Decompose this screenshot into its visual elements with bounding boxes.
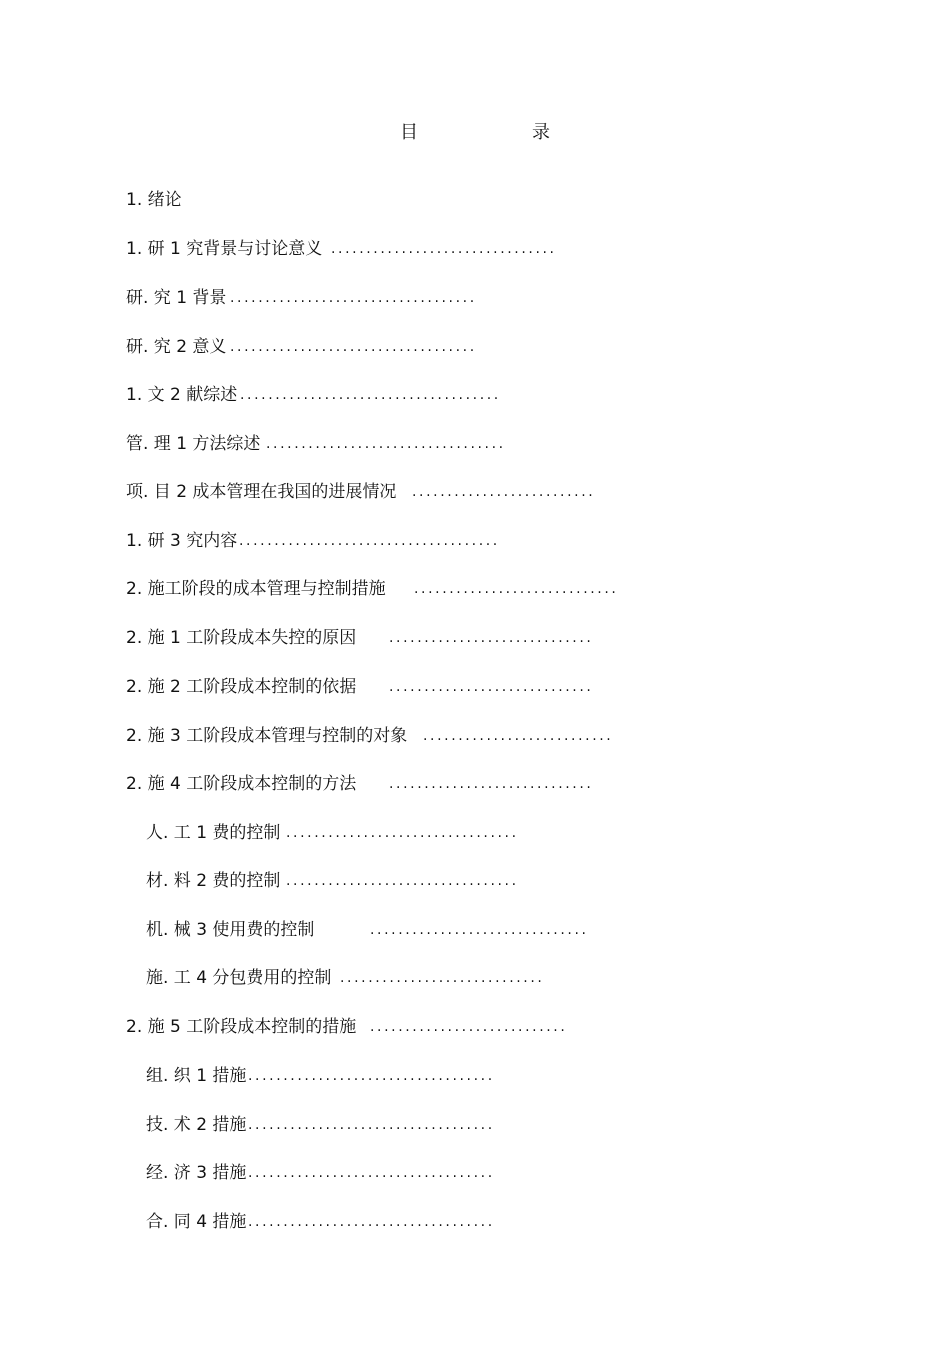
toc-entry-leader: ............................. — [389, 679, 594, 695]
toc-entry[interactable] — [146, 821, 519, 845]
toc-entry-text: 项. 目 2 成本管理在我国的进展情况 — [126, 482, 397, 502]
toc-entry-text: 合. 同 4 措施 — [146, 1212, 247, 1232]
toc-entry-text: 2. 施 4 工阶段成本控制的方法 — [126, 774, 357, 794]
toc-entry-text: 2. 施 3 工阶段成本管理与控制的对象 — [126, 726, 408, 746]
toc-title: 目 录 — [400, 122, 598, 143]
toc-entry-text: 经. 济 3 措施 — [146, 1163, 247, 1183]
toc-entry[interactable] — [126, 577, 619, 601]
toc-entry-leader: ............................. — [414, 581, 619, 597]
toc-entry-leader: ............................. — [340, 970, 545, 986]
toc-entry[interactable] — [126, 432, 506, 456]
toc-entry[interactable] — [126, 188, 182, 212]
toc-entry[interactable] — [126, 529, 500, 553]
toc-entry-leader: ................................. — [286, 873, 519, 889]
toc-entry[interactable] — [126, 383, 501, 407]
toc-entry-text: 人. 工 1 费的控制 — [146, 823, 281, 843]
toc-entry[interactable] — [126, 286, 477, 310]
toc-entry-leader: ................................... — [230, 290, 477, 306]
toc-entry[interactable] — [126, 237, 557, 261]
toc-entry[interactable] — [146, 966, 545, 990]
toc-entry-text: 1. 绪论 — [126, 190, 182, 210]
toc-entry-leader: ................................... — [248, 1165, 495, 1181]
toc-entry-leader: ................................... — [230, 339, 477, 355]
toc-entry-text: 2. 施 5 工阶段成本控制的措施 — [126, 1017, 357, 1037]
toc-entry-leader: ..................................... — [240, 387, 501, 403]
toc-entry-text: 施. 工 4 分包费用的控制 — [146, 968, 332, 988]
toc-entry[interactable] — [126, 724, 614, 748]
toc-entry[interactable] — [126, 772, 594, 796]
toc-entry[interactable] — [126, 335, 477, 359]
toc-entry[interactable] — [146, 869, 519, 893]
toc-entry-leader: ................................ — [331, 241, 557, 257]
toc-entry-text: 2. 施工阶段的成本管理与控制措施 — [126, 579, 386, 599]
toc-entry[interactable] — [146, 918, 589, 942]
toc-entry-text: 1. 文 2 献综述 — [126, 385, 238, 405]
toc-entry-text: 管. 理 1 方法综述 — [126, 434, 261, 454]
toc-entry[interactable] — [126, 626, 594, 650]
toc-entry-text: 技. 术 2 措施 — [146, 1115, 247, 1135]
toc-entry-text: 组. 织 1 措施 — [146, 1066, 247, 1086]
toc-entry-leader: ............................ — [370, 1019, 568, 1035]
toc-entry[interactable] — [146, 1210, 495, 1234]
toc-entry-leader: ............................. — [389, 776, 594, 792]
toc-entry-leader: ................................... — [248, 1117, 495, 1133]
toc-entry[interactable] — [146, 1161, 495, 1185]
toc-entry-leader: ................................... — [248, 1214, 495, 1230]
toc-entry[interactable] — [126, 1015, 568, 1039]
toc-entry[interactable] — [146, 1113, 495, 1137]
toc-entry-text: 材. 料 2 费的控制 — [146, 871, 281, 891]
toc-entry[interactable] — [146, 1064, 495, 1088]
toc-entry-leader: .......................... — [412, 484, 596, 500]
toc-entry-text: 机. 械 3 使用费的控制 — [146, 920, 315, 940]
toc-entry-text: 研. 究 2 意义 — [126, 337, 227, 357]
toc-entry[interactable] — [126, 675, 594, 699]
toc-entry-leader: ............................. — [389, 630, 594, 646]
toc-entry-leader: ..................................... — [239, 533, 500, 549]
toc-entry-leader: ........................... — [423, 728, 614, 744]
toc-entry-text: 1. 研 3 究内容 — [126, 531, 238, 551]
toc-entry[interactable] — [126, 480, 596, 504]
toc-entry-text: 2. 施 2 工阶段成本控制的依据 — [126, 677, 357, 697]
toc-entry-text: 研. 究 1 背景 — [126, 288, 227, 308]
toc-entry-leader: .................................. — [266, 436, 506, 452]
toc-entry-text: 2. 施 1 工阶段成本失控的原因 — [126, 628, 357, 648]
toc-entry-leader: ................................. — [286, 825, 519, 841]
toc-entry-text: 1. 研 1 究背景与讨论意义 — [126, 239, 323, 259]
toc-entry-leader: ................................... — [248, 1068, 495, 1084]
toc-entry-leader: ............................... — [370, 922, 589, 938]
